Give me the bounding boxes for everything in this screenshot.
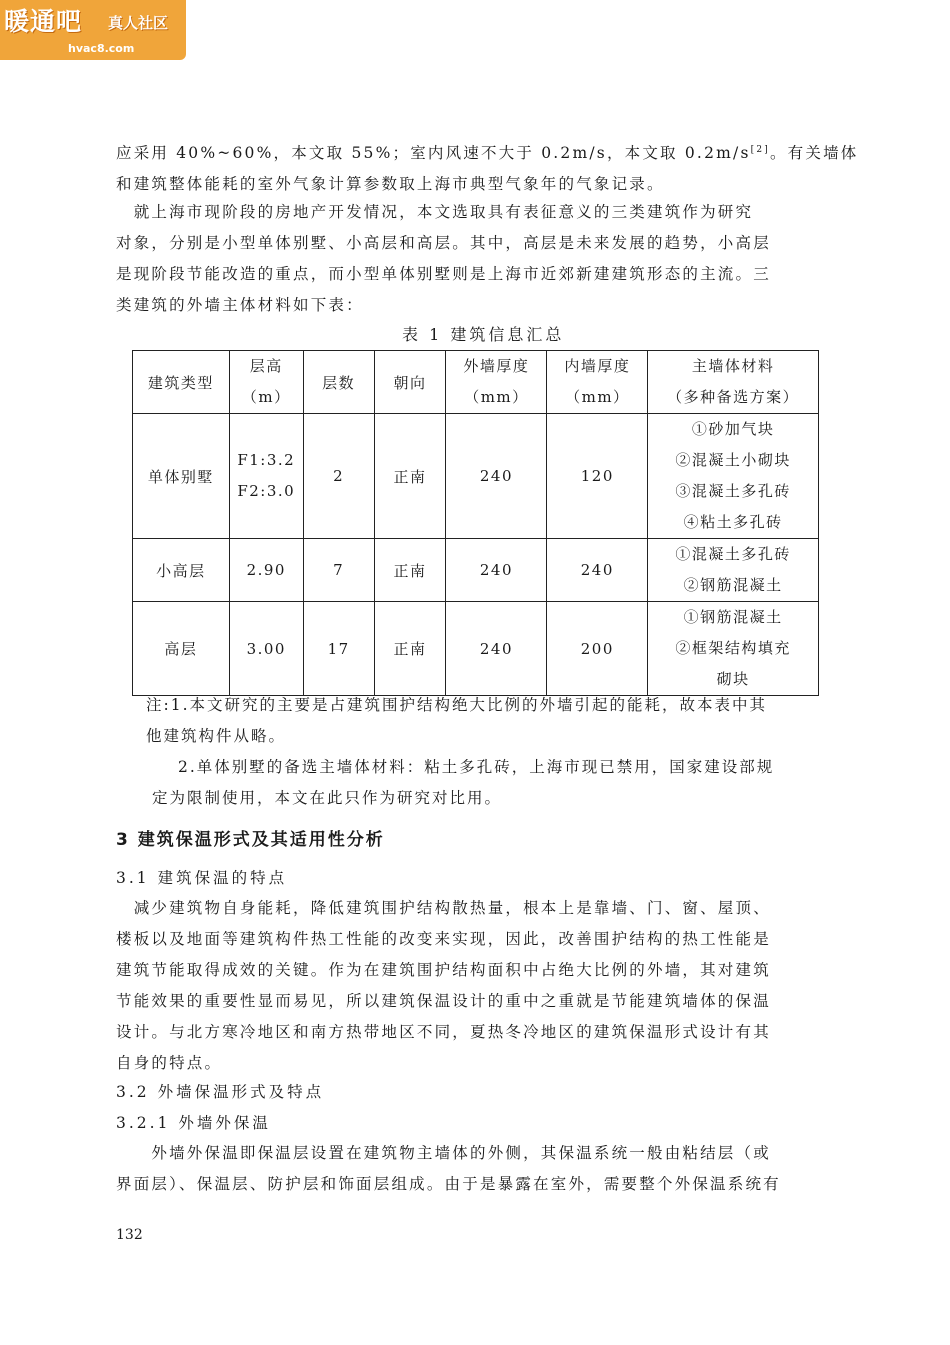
header-floor-height: 层高 （m） <box>229 351 303 414</box>
paragraph-1 <box>116 135 859 200</box>
cell-wall-material: ①混凝土多孔砖 ②钢筋混凝土 <box>648 539 819 602</box>
paragraph-line: 减少建筑物自身能耗，降低建筑围护结构散热量，根本上是靠墙、门、窗、屋顶、 <box>116 899 771 917</box>
paragraph-line: 楼板以及地面等建筑构件热工性能的改变来实现，因此，改善围护结构的热工性能是 <box>116 930 771 948</box>
cell-orientation: 正南 <box>374 539 446 602</box>
paragraph-line: 设计。与北方寒冷地区和南方热带地区不同，夏热冬冷地区的建筑保温形式设计有其 <box>116 1023 771 1041</box>
paragraph-line: 自身的特点。 <box>116 1054 223 1072</box>
page-number: 132 <box>116 1227 143 1243</box>
paragraph-line: 节能效果的重要性显而易见，所以建筑保温设计的重中之重就是节能建筑墙体的保温 <box>116 992 771 1010</box>
cell-outer-wall: 240 <box>446 539 547 602</box>
table-row <box>133 414 819 539</box>
table-note-2-line-1: 2.单体别墅的备选主墙体材料：粘土多孔砖，上海市现已禁用，国家建设部规 <box>178 758 775 776</box>
paragraph-2-line: 类建筑的外墙主体材料如下表： <box>116 296 364 314</box>
cell-floor-height: F1:3.2 F2:3.0 <box>229 414 303 539</box>
table-note-1-line-2: 他建筑构件从略。 <box>146 727 287 745</box>
paragraph-1-line-2: 和建筑整体能耗的室外气象计算参数取上海市典型气象年的气象记录。 <box>116 175 665 194</box>
cell-outer-wall: 240 <box>446 414 547 539</box>
site-logo[interactable] <box>0 0 186 60</box>
table-note-2-line-2: 定为限制使用，本文在此只作为研究对比用。 <box>152 789 503 807</box>
table-caption: 表 1 建筑信息汇总 <box>402 325 565 344</box>
table-row <box>133 539 819 602</box>
section-3-1-paragraph <box>116 893 836 1079</box>
logo-sub-text: 真人社区 <box>108 14 169 32</box>
header-floors: 层数 <box>303 351 374 414</box>
section-3-1-heading: 3.1 建筑保温的特点 <box>116 869 288 887</box>
logo-main-text: 暖通吧 <box>4 7 83 36</box>
paragraph-2-line: 就上海市现阶段的房地产开发情况，本文选取具有表征意义的三类建筑作为研究 <box>116 203 754 221</box>
cell-building-type: 单体别墅 <box>133 414 230 539</box>
cell-floors: 2 <box>303 414 374 539</box>
cell-outer-wall: 240 <box>446 602 547 696</box>
logo-url: hvac8.com <box>68 42 135 55</box>
cell-floor-height: 2.90 <box>229 539 303 602</box>
cell-inner-wall: 240 <box>547 539 648 602</box>
header-wall-material: 主墙体材料 （多种备选方案） <box>648 351 819 414</box>
section-3-2-1-paragraph <box>116 1138 836 1200</box>
header-outer-wall: 外墙厚度 （mm） <box>446 351 547 414</box>
section-3-2-1-heading: 3.2.1 外墙外保温 <box>116 1114 271 1132</box>
paragraph-line: 外墙外保温即保温层设置在建筑物主墙体的外侧，其保温系统一般由粘结层（或 <box>116 1144 771 1162</box>
paragraph-2-line: 是现阶段节能改造的重点，而小型单体别墅则是上海市近郊新建建筑形态的主流。三 <box>116 265 771 283</box>
cell-building-type: 小高层 <box>133 539 230 602</box>
paragraph-2-line: 对象，分别是小型单体别墅、小高层和高层。其中，高层是未来发展的趋势，小高层 <box>116 234 771 252</box>
cell-floor-height: 3.00 <box>229 602 303 696</box>
section-3-2-heading: 3.2 外墙保温形式及特点 <box>116 1083 325 1101</box>
header-orientation: 朝向 <box>374 351 446 414</box>
paragraph-2 <box>116 197 836 321</box>
paragraph-1-line-1: 应采用 40%~60%，本文取 55%；室内风速不大于 0.2m/s，本文取 0.2m/s[2]。有关墙体 <box>116 144 859 163</box>
citation-ref: [2] <box>750 145 770 155</box>
cell-inner-wall: 120 <box>547 414 648 539</box>
cell-building-type: 高层 <box>133 602 230 696</box>
paragraph-line: 界面层）、保温层、防护层和饰面层组成。由于是暴露在室外，需要整个外保温系统有 <box>116 1175 781 1193</box>
table-row <box>133 602 819 696</box>
cell-inner-wall: 200 <box>547 602 648 696</box>
cell-floors: 7 <box>303 539 374 602</box>
header-building-type: 建筑类型 <box>133 351 230 414</box>
cell-orientation: 正南 <box>374 414 446 539</box>
header-inner-wall: 内墙厚度 （mm） <box>547 351 648 414</box>
table-note-1-line-1: 注:1.本文研究的主要是占建筑围护结构绝大比例的外墙引起的能耗，故本表中其 <box>146 696 768 714</box>
paragraph-line: 建筑节能取得成效的关键。作为在建筑围护结构面积中占绝大比例的外墙，其对建筑 <box>116 961 771 979</box>
cell-orientation: 正南 <box>374 602 446 696</box>
cell-wall-material: ①钢筋混凝土 ②框架结构填充 砌块 <box>648 602 819 696</box>
table-header-row <box>133 351 819 414</box>
cell-wall-material: ①砂加气块 ②混凝土小砌块 ③混凝土多孔砖 ④粘土多孔砖 <box>648 414 819 539</box>
section-3-heading: 3 建筑保温形式及其适用性分析 <box>116 830 385 850</box>
building-info-table <box>132 350 819 696</box>
cell-floors: 17 <box>303 602 374 696</box>
